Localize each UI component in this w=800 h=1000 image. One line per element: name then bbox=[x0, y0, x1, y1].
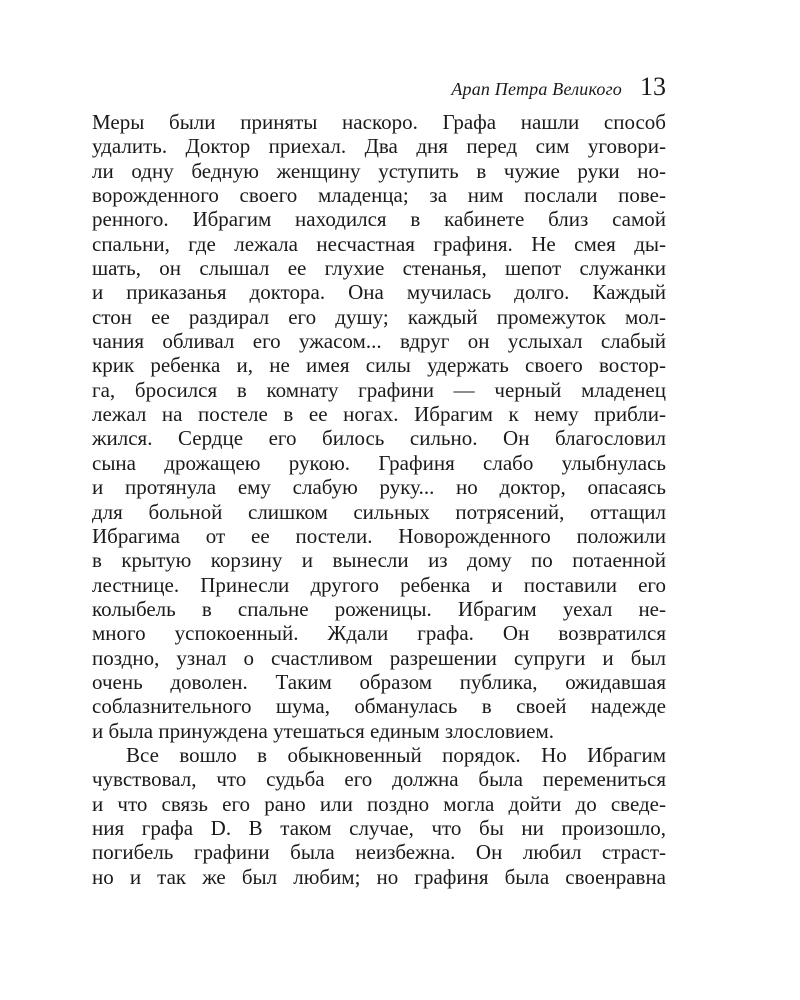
text-line: ния графа D. В таком случае, что бы ни произошло, bbox=[92, 815, 666, 840]
text-line: для больной слишком сильных потрясений, оттащил bbox=[92, 499, 666, 524]
text-line: в крытую корзину и вынесли из дому по потаенной bbox=[92, 548, 666, 573]
text-line: и что связь его рано или поздно могла дойти до сведе- bbox=[92, 791, 666, 816]
text-line: и приказанья доктора. Она мучилась долго. Каждый bbox=[92, 280, 666, 305]
text-line: чания обливал его ужасом... вдруг он услыхал слабый bbox=[92, 329, 666, 354]
text-line: крик ребенка и, не имея силы удержать своего востор- bbox=[92, 353, 666, 378]
text-line: и протянула ему слабую руку... но доктор, опасаясь bbox=[92, 475, 666, 500]
text-line: соблазнительного шума, обманулась в своей надежде bbox=[92, 694, 666, 719]
page-number: 13 bbox=[640, 72, 666, 101]
text-line: ренного. Ибрагим находился в кабинете близ самой bbox=[92, 207, 666, 232]
text-line: спальни, где лежала несчастная графиня. Не смея ды- bbox=[92, 231, 666, 256]
text-line: удалить. Доктор приехал. Два дня перед сим уговори- bbox=[92, 134, 666, 159]
text-line: Ибрагима от ее постели. Новорожденного положили bbox=[92, 523, 666, 548]
text-line: очень доволен. Таким образом публика, ожидавшая bbox=[92, 669, 666, 694]
text-line: ли одну бедную женщину уступить в чужие руки но- bbox=[92, 158, 666, 183]
page-header bbox=[92, 72, 666, 106]
text-line: сына дрожащею рукою. Графиня слабо улыбнулась bbox=[92, 450, 666, 475]
text-line: Меры были приняты наскоро. Графа нашли способ bbox=[92, 110, 666, 134]
text-line: поздно, узнал о счастливом разрешении супруги и был bbox=[92, 645, 666, 670]
text-line: но и так же был любим; но графиня была своенравна bbox=[92, 864, 666, 889]
text-line: колыбель в спальне роженицы. Ибрагим уехал не- bbox=[92, 596, 666, 621]
text-line: чувствовал, что судьба его должна была перемениться bbox=[92, 767, 666, 792]
text-line: и была принуждена утешаться единым злословием. bbox=[92, 718, 554, 743]
text-line: шать, он слышал ее глухие стенанья, шепот служанки bbox=[92, 256, 666, 281]
text-line: га, бросился в комнату графини — черный младенец bbox=[92, 377, 666, 402]
text-line: стон ее раздирал его душу; каждый промежуток мол- bbox=[92, 304, 666, 329]
text-line: ворожденного своего младенца; за ним послали пове- bbox=[92, 183, 666, 208]
text-line: лежал на постеле в ее ногах. Ибрагим к нему прибли- bbox=[92, 402, 666, 427]
running-title: Арап Петра Великого bbox=[451, 79, 622, 99]
text-line: много успокоенный. Ждали графа. Он возвратился bbox=[92, 621, 666, 646]
text-line: жился. Сердце его билось сильно. Он благословил bbox=[92, 426, 666, 451]
text-line: погибель графини была неизбежна. Он любил страст- bbox=[92, 840, 666, 865]
text-line: лестнице. Принесли другого ребенка и поставили его bbox=[92, 572, 666, 597]
text-line: Все вошло в обыкновенный порядок. Но Ибрагим bbox=[126, 742, 666, 767]
body-text bbox=[92, 110, 666, 889]
